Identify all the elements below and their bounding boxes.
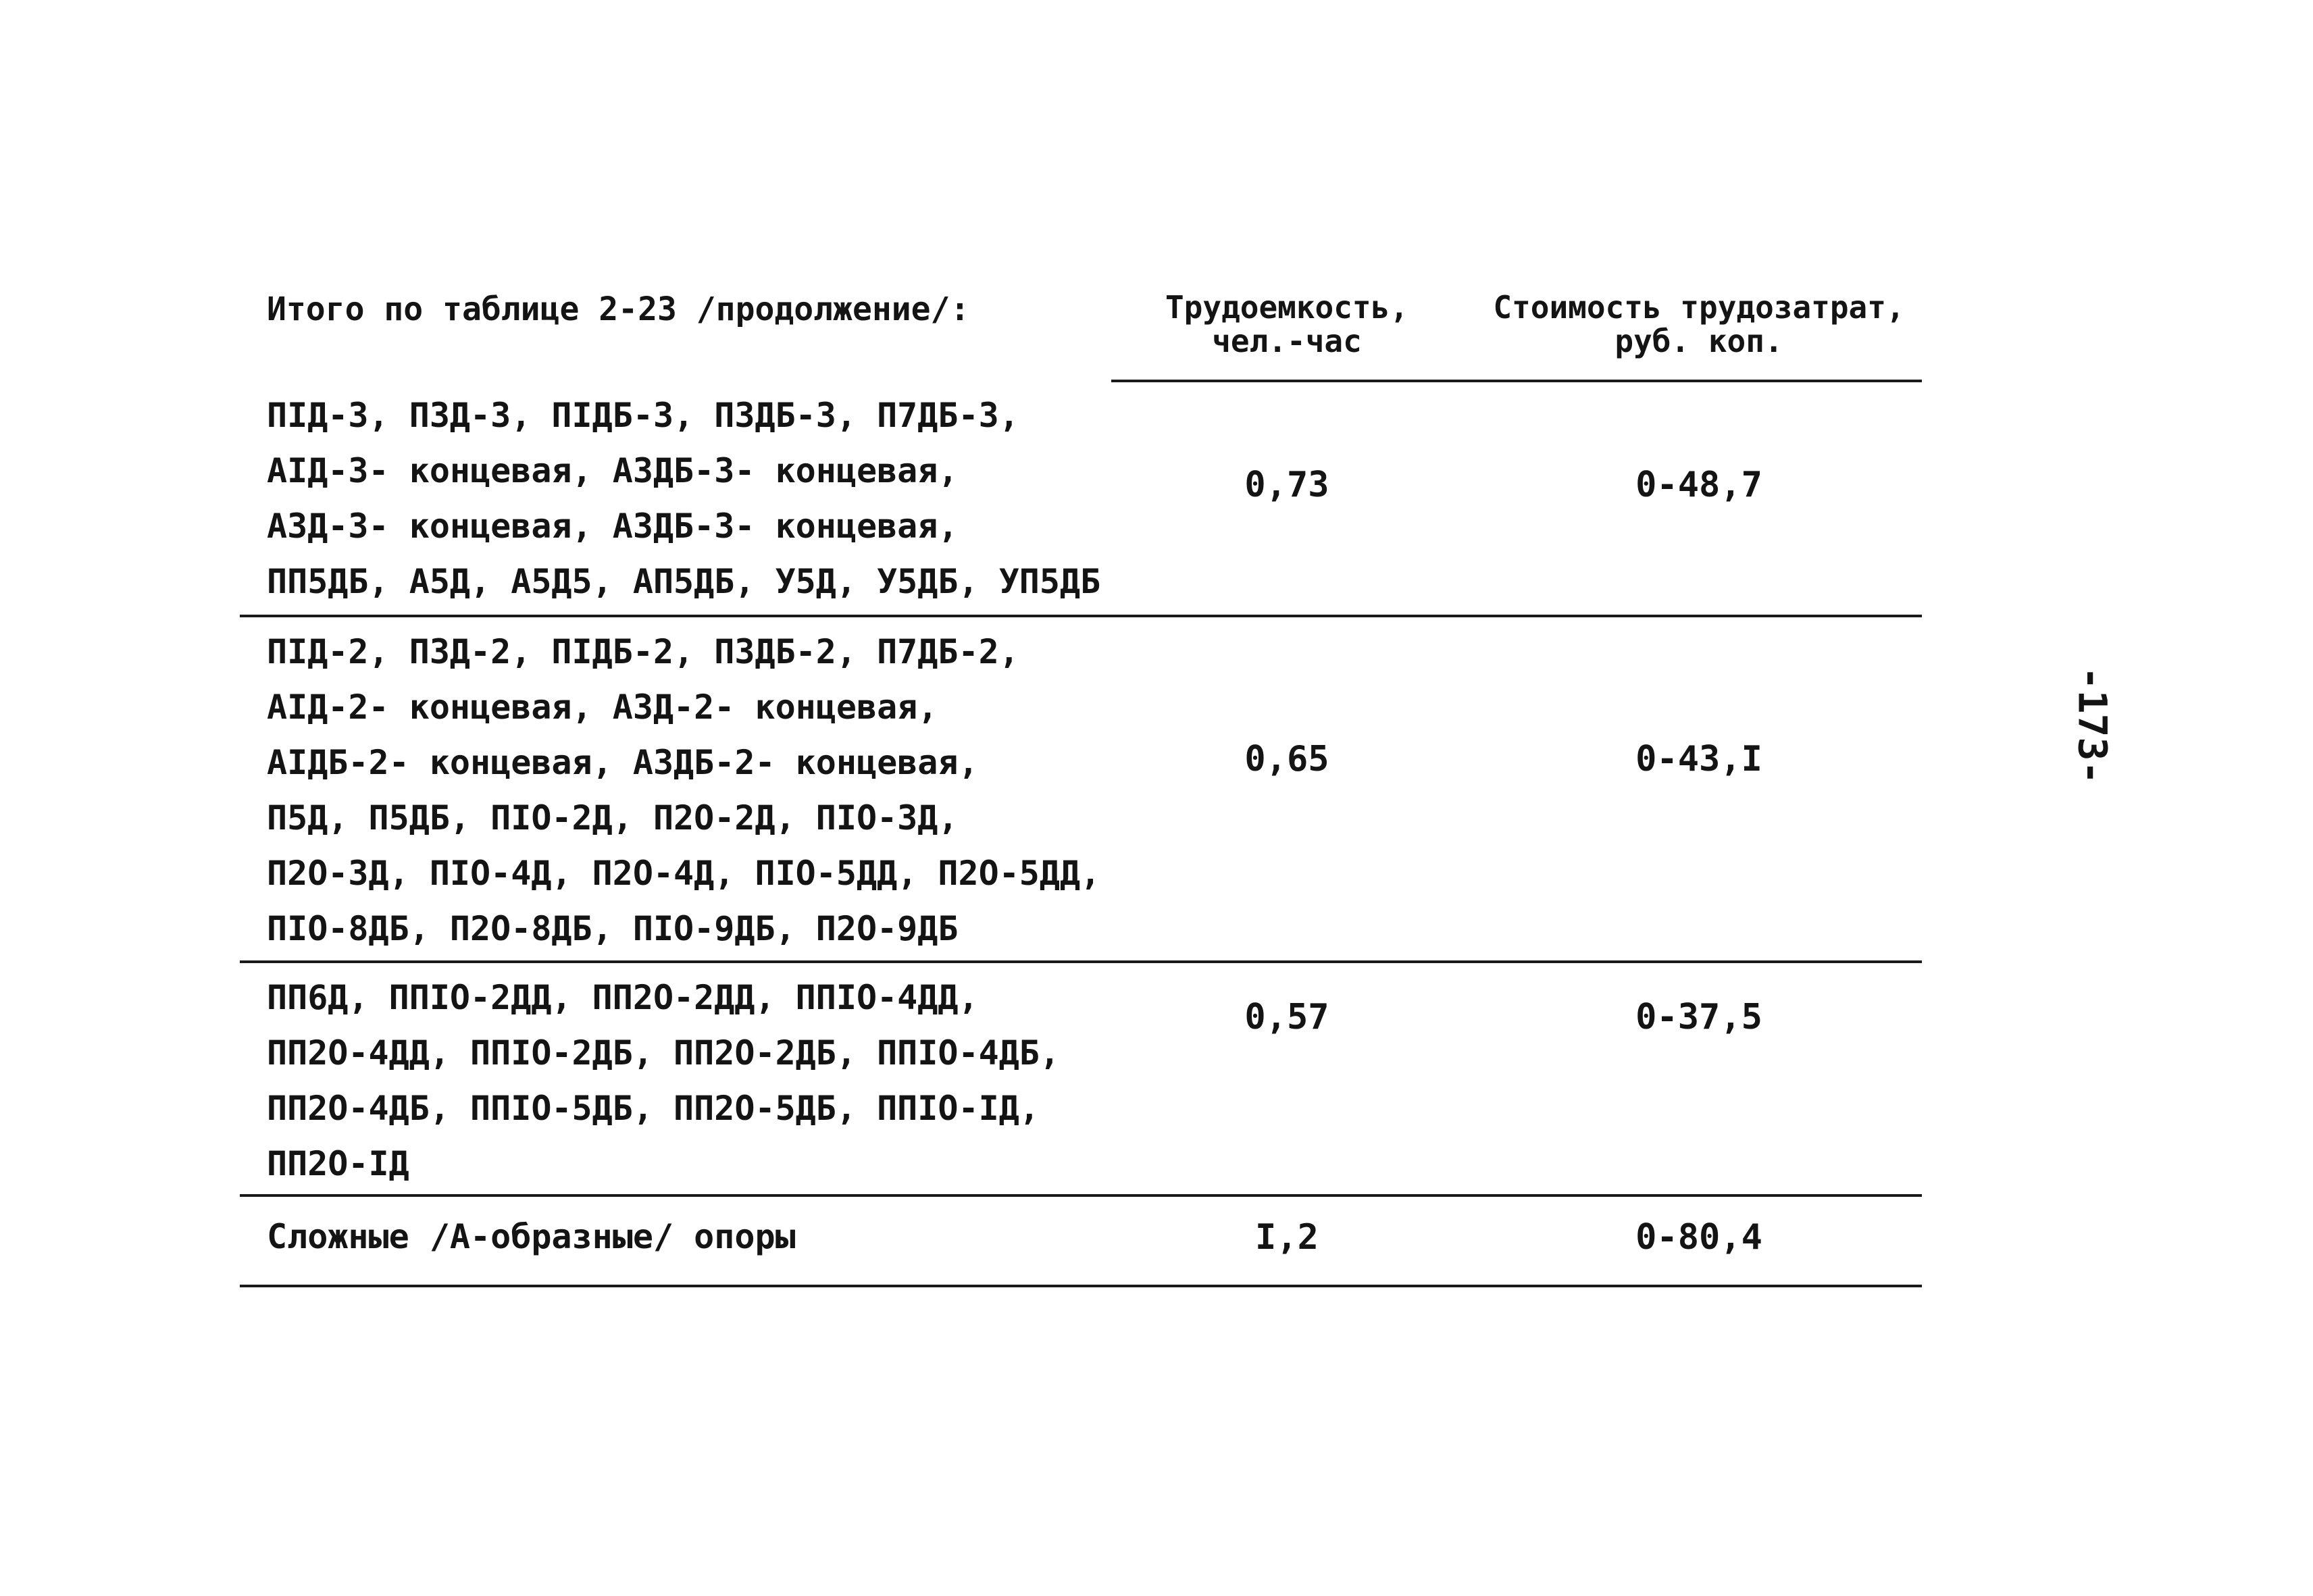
support-types [240, 970, 1145, 1191]
table-title: Итого по таблице 2-23 /продолжение/: [267, 290, 970, 328]
table-row [240, 963, 1922, 1194]
support-types-line: ПІД-3, ПЗД-3, ПІДБ-3, ПЗДБ-3, П7ДБ-3, [267, 396, 1019, 435]
support-types-line: ПП6Д, ППІО-2ДД, ПП2О-2ДД, ППІО-4ДД, [267, 978, 979, 1017]
labor-column-header [1111, 290, 1463, 358]
table-row [240, 1197, 1922, 1285]
table-row [240, 617, 1922, 960]
support-types-line: ПП2О-ІД [267, 1144, 409, 1183]
support-types-line: АІД-3- концевая, АЗДБ-3- концевая, [267, 451, 959, 490]
table-header [240, 284, 1922, 385]
support-types [240, 624, 1145, 956]
cost-value: 0-43,І [1635, 739, 1762, 779]
labor-header-line1: Трудоемкость, [1165, 289, 1409, 326]
labor-header-line2: чел.-час [1212, 323, 1362, 359]
support-types-line: АЗД-3- концевая, АЗДБ-3- концевая, [267, 507, 959, 546]
table-row [240, 385, 1922, 615]
cost-value: 0-48,7 [1635, 465, 1762, 505]
support-types [240, 1209, 1145, 1264]
cost-column-header [1476, 290, 1922, 358]
cost-header-line2: руб. коп. [1615, 323, 1783, 359]
support-types-line: Сложные /А-образные/ опоры [267, 1217, 796, 1256]
support-types-line: ПІД-2, ПЗД-2, ПІДБ-2, ПЗДБ-2, П7ДБ-2, [267, 632, 1019, 671]
support-types-line: ПП5ДБ, А5Д, А5Д5, АП5ДБ, У5Д, У5ДБ, УП5ДБ [267, 562, 1101, 601]
support-types-line: ПП2О-4ДД, ППІО-2ДБ, ПП2О-2ДБ, ППІО-4ДБ, [267, 1033, 1060, 1073]
table-bottom-rule [240, 1285, 1922, 1287]
support-types-line: ПП2О-4ДБ, ППІО-5ДБ, ПП2О-5ДБ, ППІО-ІД, [267, 1089, 1040, 1128]
labor-value: 0,65 [1244, 739, 1329, 779]
cost-header-line1: Стоимость трудозатрат, [1493, 289, 1905, 326]
cost-value: 0-37,5 [1635, 997, 1762, 1037]
support-types-line: ПІО-8ДБ, П2О-8ДБ, ПІО-9ДБ, П2О-9ДБ [267, 909, 959, 948]
labor-value: 0,73 [1244, 465, 1329, 505]
labor-value: 0,57 [1244, 997, 1329, 1037]
labor-value: І,2 [1255, 1217, 1319, 1258]
support-types [240, 388, 1145, 609]
header-rule [1111, 380, 1922, 382]
support-types-line: П5Д, П5ДБ, ПІО-2Д, П2О-2Д, ПІО-3Д, [267, 798, 959, 838]
support-types-line: П2О-3Д, ПІО-4Д, П2О-4Д, ПІО-5ДД, П2О-5ДД, [267, 854, 1101, 893]
cost-value: 0-80,4 [1635, 1217, 1762, 1258]
support-types-line: АІД-2- концевая, АЗД-2- концевая, [267, 688, 938, 727]
page-number: -173- [2069, 666, 2116, 785]
summary-table [240, 284, 1922, 1287]
support-types-line: АІДБ-2- концевая, АЗДБ-2- концевая, [267, 743, 979, 782]
